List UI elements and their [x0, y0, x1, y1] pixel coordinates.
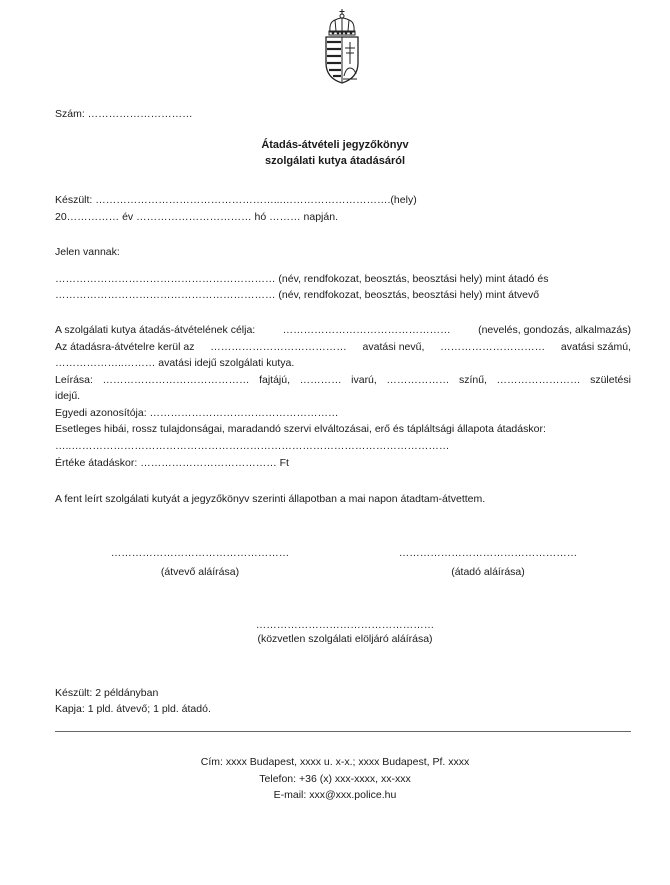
- identifier-line: Egyedi azonosítója: ………………………………………………: [55, 407, 339, 419]
- defects-line: Esetleges hibái, rossz tulajdonságai, maradandó szervi elváltozásai, erő és tápláltsági állapota átadáskor:: [55, 423, 546, 435]
- supervisor-signature-label: (közvetlen szolgálati elöljáró aláírása): [257, 633, 433, 645]
- present-heading: Jelen vannak:: [55, 246, 120, 258]
- color-label: színű,: [458, 374, 487, 386]
- place-line: Készült: ……………………………………………...………………………….(hely): [55, 194, 417, 206]
- statement-text: A fent leírt szolgálati kutyát a jegyzőkönyv szerinti állapotban a mai napon átadtam-átvettem.: [55, 493, 486, 505]
- footer-email: E-mail: xxx@xxx.police.hu: [273, 789, 397, 801]
- receiver-signature-label: (átvevő aláírása): [160, 566, 240, 578]
- purpose-options: (nevelés, gondozás, alkalmazás): [478, 324, 631, 336]
- document-number-line: Szám: …………………………: [55, 108, 193, 120]
- description-line-2: idejű.: [55, 390, 81, 402]
- document-title: Átadás-átvételi jegyzőkönyv: [261, 139, 409, 151]
- document-subtitle: szolgálati kutya átadásáról: [265, 155, 405, 167]
- sex-label: ivarú,: [351, 374, 377, 386]
- footer-phone: Telefon: +36 (x) xxx-xxxx, xx-xxx: [259, 773, 411, 785]
- copies-recipients-line: Kapja: 1 pld. átvevő; 1 pld. átadó.: [55, 703, 211, 715]
- purpose-fill: …………………………………………: [282, 324, 451, 336]
- handover-signature-label: (átadó aláírása): [451, 566, 525, 578]
- defects-fill-line: …..………………………………………………………………………………………………: [55, 440, 450, 452]
- handover-signature-line: ……………………………………………: [398, 547, 578, 559]
- date-line: 20…………… év …………………………… hó ……… napján.: [55, 211, 338, 223]
- description-line: [55, 374, 631, 386]
- transfer-text-a: Az átadásra-átvételre kerül az: [55, 341, 195, 353]
- handover-person-line: ……………………………………………………… (név, rendfokozat, beosztás, beosztási hely) mint átadó és: [55, 273, 549, 285]
- sex-fill: …………: [299, 374, 342, 386]
- receiver-signature-line: ……………………………………………: [110, 547, 290, 559]
- purpose-line: [55, 324, 631, 336]
- description-label: Leírása:: [55, 374, 93, 386]
- color-fill: ………………: [386, 374, 450, 386]
- value-line: Értéke átadáskor: ………………………………… Ft: [55, 457, 289, 469]
- transfer-fill-name: …………………………………: [210, 341, 347, 353]
- breed-label: fajtájú,: [259, 374, 291, 386]
- footer-divider: [55, 731, 631, 732]
- footer-address: Cím: xxxx Budapest, xxxx u. x-x.; xxxx Budapest, Pf. xxxx: [200, 756, 470, 768]
- coat-of-arms-icon: [323, 8, 361, 84]
- copies-made-line: Készült: 2 példányban: [55, 687, 159, 699]
- transfer-text-name: avatási nevű,: [362, 341, 425, 353]
- transfer-line-2: ………………..……… avatási idejű szolgálati kutya.: [55, 357, 295, 369]
- supervisor-signature-line: ……………………………………………: [255, 619, 435, 631]
- transfer-fill-number: …………………………: [440, 341, 546, 353]
- transfer-line: [55, 341, 631, 353]
- birth-label: születési: [590, 374, 631, 386]
- transfer-text-number: avatási számú,: [560, 341, 631, 353]
- purpose-label: A szolgálati kutya átadás-átvételének célja:: [55, 324, 256, 336]
- birth-fill: ……………………: [496, 374, 581, 386]
- breed-fill: ……………………………………: [102, 374, 250, 386]
- receiver-person-line: ……………………………………………………… (név, rendfokozat, beosztás, beosztási hely) mint átvevő: [55, 289, 540, 301]
